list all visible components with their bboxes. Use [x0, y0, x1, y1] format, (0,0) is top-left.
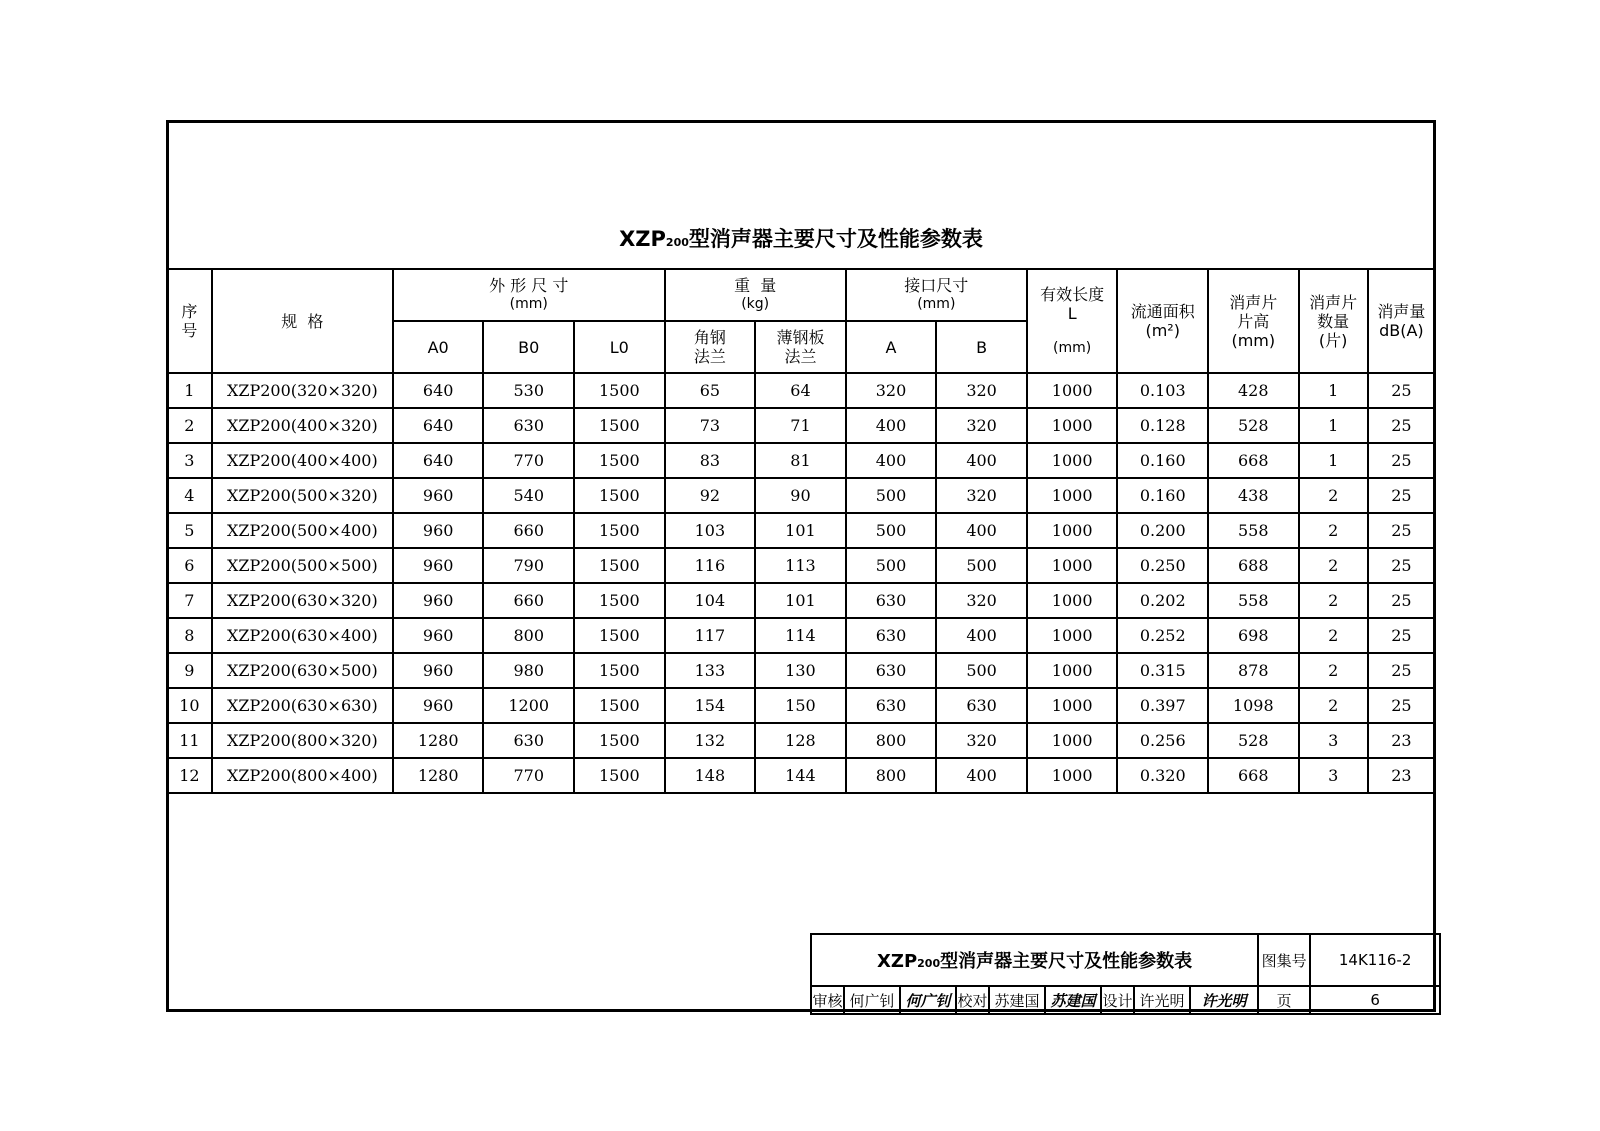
table-cell: 1500 [574, 758, 665, 793]
review-label: 审核 [811, 986, 844, 1014]
table-cell: 2 [1299, 548, 1368, 583]
table-cell: 500 [936, 548, 1027, 583]
table-cell: 1500 [574, 583, 665, 618]
table-cell: 2 [1299, 478, 1368, 513]
table-cell: 1500 [574, 478, 665, 513]
header-port-dimensions: 接口尺寸 (mm) [846, 269, 1027, 321]
table-cell: 65 [665, 373, 756, 408]
table-cell: 25 [1368, 653, 1435, 688]
table-cell: 0.252 [1117, 618, 1208, 653]
table-cell: 1500 [574, 688, 665, 723]
table-cell: 1500 [574, 373, 665, 408]
table-cell: 428 [1208, 373, 1299, 408]
header-spec: 规 格 [212, 269, 393, 373]
table-cell: 558 [1208, 513, 1299, 548]
table-cell: 3 [1299, 758, 1368, 793]
table-row [167, 653, 1435, 688]
table-cell: 320 [936, 408, 1027, 443]
reviewer-signature: 何广钊 [900, 986, 956, 1014]
table-cell: 5 [167, 513, 212, 548]
table-cell: 800 [483, 618, 574, 653]
header-a0: A0 [393, 321, 484, 373]
table-cell: 1000 [1027, 408, 1118, 443]
table-cell: 400 [936, 443, 1027, 478]
table-cell: 540 [483, 478, 574, 513]
table-cell: 83 [665, 443, 756, 478]
table-cell: 81 [755, 443, 846, 478]
table-cell: 800 [846, 723, 937, 758]
header-l0: L0 [574, 321, 665, 373]
table-cell: 1500 [574, 548, 665, 583]
table-cell: 1 [1299, 373, 1368, 408]
table-cell: 25 [1368, 513, 1435, 548]
table-cell: 1000 [1027, 373, 1118, 408]
table-cell: 630 [936, 688, 1027, 723]
table-cell: 101 [755, 513, 846, 548]
designer-name: 许光明 [1134, 986, 1190, 1014]
table-cell: 25 [1368, 373, 1435, 408]
table-title: XZP200型消声器主要尺寸及性能参数表 [619, 227, 983, 251]
table-cell: 23 [1368, 758, 1435, 793]
table-cell: 320 [936, 583, 1027, 618]
table-row [167, 723, 1435, 758]
table-cell: 960 [393, 478, 484, 513]
table-cell: 1000 [1027, 478, 1118, 513]
table-cell: 3 [167, 443, 212, 478]
table-cell: 116 [665, 548, 756, 583]
table-cell: 320 [936, 373, 1027, 408]
table-cell: 103 [665, 513, 756, 548]
table-cell: 2 [1299, 513, 1368, 548]
table-cell: 790 [483, 548, 574, 583]
table-cell: 1000 [1027, 548, 1118, 583]
table-cell: 10 [167, 688, 212, 723]
table-cell: 1000 [1027, 723, 1118, 758]
table-cell: 1 [1299, 443, 1368, 478]
table-cell: 960 [393, 688, 484, 723]
table-cell: 960 [393, 548, 484, 583]
table-row [167, 758, 1435, 793]
header-sheet-flange: 薄钢板 法兰 [755, 321, 846, 373]
table-cell: 150 [755, 688, 846, 723]
table-cell: 688 [1208, 548, 1299, 583]
table-cell: 960 [393, 583, 484, 618]
header-attenuation: 消声量 dB(A) [1368, 269, 1435, 373]
table-cell: 640 [393, 408, 484, 443]
table-cell: 530 [483, 373, 574, 408]
table-cell: 660 [483, 513, 574, 548]
table-cell: 1500 [574, 653, 665, 688]
table-cell: 2 [1299, 583, 1368, 618]
header-effective-length: 有效长度 L (mm) [1027, 269, 1118, 373]
table-cell: 1000 [1027, 758, 1118, 793]
checker-name: 苏建国 [989, 986, 1045, 1014]
table-cell: 0.160 [1117, 443, 1208, 478]
table-cell: 1000 [1027, 618, 1118, 653]
table-cell: 144 [755, 758, 846, 793]
table-cell: 25 [1368, 548, 1435, 583]
table-cell: 0.128 [1117, 408, 1208, 443]
page-number: 6 [1310, 986, 1440, 1014]
spec-cell: XZP200(630×400) [212, 618, 393, 653]
table-cell: 630 [846, 653, 937, 688]
table-cell: 0.160 [1117, 478, 1208, 513]
table-cell: 528 [1208, 723, 1299, 758]
table-cell: 640 [393, 443, 484, 478]
table-cell: 101 [755, 583, 846, 618]
table-cell: 4 [167, 478, 212, 513]
table-row [167, 513, 1435, 548]
table-cell: 154 [665, 688, 756, 723]
header-flow-area: 流通面积 (m²) [1117, 269, 1208, 373]
spec-cell: XZP200(400×320) [212, 408, 393, 443]
table-cell: 1000 [1027, 583, 1118, 618]
table-cell: 8 [167, 618, 212, 653]
table-cell: 500 [846, 548, 937, 583]
header-plate-count: 消声片 数量 (片) [1299, 269, 1368, 373]
table-cell: 2 [1299, 618, 1368, 653]
table-cell: 133 [665, 653, 756, 688]
table-cell: 25 [1368, 408, 1435, 443]
spec-cell: XZP200(800×400) [212, 758, 393, 793]
table-cell: 25 [1368, 618, 1435, 653]
table-cell: 558 [1208, 583, 1299, 618]
table-cell: 0.200 [1117, 513, 1208, 548]
spec-cell: XZP200(500×400) [212, 513, 393, 548]
table-cell: 64 [755, 373, 846, 408]
table-cell: 0.397 [1117, 688, 1208, 723]
table-cell: 132 [665, 723, 756, 758]
header-outer-dimensions: 外 形 尺 寸 (mm) [393, 269, 665, 321]
table-cell: 90 [755, 478, 846, 513]
checker-signature: 苏建国 [1045, 986, 1101, 1014]
table-cell: 1500 [574, 443, 665, 478]
table-cell: 1500 [574, 408, 665, 443]
atlas-number: 14K116-2 [1310, 934, 1440, 986]
designer-signature: 许光明 [1190, 986, 1258, 1014]
spec-cell: XZP200(630×500) [212, 653, 393, 688]
table-cell: 25 [1368, 443, 1435, 478]
spec-cell: XZP200(630×320) [212, 583, 393, 618]
table-cell: 0.320 [1117, 758, 1208, 793]
header-plate-height: 消声片 片高 (mm) [1208, 269, 1299, 373]
table-cell: 7 [167, 583, 212, 618]
table-cell: 113 [755, 548, 846, 583]
table-cell: 130 [755, 653, 846, 688]
table-cell: 698 [1208, 618, 1299, 653]
table-cell: 500 [846, 478, 937, 513]
table-cell: 400 [936, 758, 1027, 793]
table-cell: 0.250 [1117, 548, 1208, 583]
table-cell: 770 [483, 443, 574, 478]
table-cell: 980 [483, 653, 574, 688]
table-cell: 770 [483, 758, 574, 793]
check-label: 校对 [956, 986, 989, 1014]
table-row [167, 408, 1435, 443]
table-cell: 1000 [1027, 653, 1118, 688]
table-cell: 1280 [393, 723, 484, 758]
table-cell: 320 [936, 478, 1027, 513]
table-cell: 2 [1299, 653, 1368, 688]
atlas-label: 图集号 [1258, 934, 1310, 986]
table-cell: 0.315 [1117, 653, 1208, 688]
table-cell: 92 [665, 478, 756, 513]
table-cell: 400 [846, 443, 937, 478]
table-cell: 1 [167, 373, 212, 408]
header-b0: B0 [483, 321, 574, 373]
table-cell: 500 [936, 653, 1027, 688]
table-cell: 500 [846, 513, 937, 548]
table-cell: 1500 [574, 723, 665, 758]
table-cell: 400 [936, 513, 1027, 548]
parameter-table [166, 268, 1436, 794]
table-row [167, 443, 1435, 478]
table-cell: 2 [1299, 688, 1368, 723]
spec-cell: XZP200(500×500) [212, 548, 393, 583]
table-cell: 1098 [1208, 688, 1299, 723]
table-cell: 400 [846, 408, 937, 443]
table-cell: 23 [1368, 723, 1435, 758]
table-cell: 25 [1368, 478, 1435, 513]
table-cell: 400 [936, 618, 1027, 653]
table-cell: 668 [1208, 443, 1299, 478]
table-cell: 9 [167, 653, 212, 688]
table-cell: 1280 [393, 758, 484, 793]
table-cell: 73 [665, 408, 756, 443]
table-cell: 0.256 [1117, 723, 1208, 758]
page-label: 页 [1258, 986, 1310, 1014]
table-cell: 1000 [1027, 513, 1118, 548]
titleblock-title: XZP200型消声器主要尺寸及性能参数表 [811, 934, 1258, 986]
header-port-b: B [936, 321, 1027, 373]
table-cell: 25 [1368, 688, 1435, 723]
table-row [167, 618, 1435, 653]
table-cell: 104 [665, 583, 756, 618]
table-cell: 878 [1208, 653, 1299, 688]
table-cell: 0.202 [1117, 583, 1208, 618]
table-cell: 1000 [1027, 688, 1118, 723]
header-port-a: A [846, 321, 937, 373]
table-cell: 6 [167, 548, 212, 583]
spec-cell: XZP200(630×630) [212, 688, 393, 723]
table-row [167, 548, 1435, 583]
table-cell: 128 [755, 723, 846, 758]
table-cell: 960 [393, 513, 484, 548]
table-cell: 1500 [574, 513, 665, 548]
table-cell: 640 [393, 373, 484, 408]
table-cell: 114 [755, 618, 846, 653]
table-cell: 668 [1208, 758, 1299, 793]
table-cell: 960 [393, 653, 484, 688]
table-row [167, 373, 1435, 408]
table-cell: 630 [846, 583, 937, 618]
table-row [167, 688, 1435, 723]
table-cell: 438 [1208, 478, 1299, 513]
table-cell: 25 [1368, 583, 1435, 618]
table-cell: 528 [1208, 408, 1299, 443]
table-cell: 0.103 [1117, 373, 1208, 408]
spec-cell: XZP200(320×320) [212, 373, 393, 408]
table-cell: 320 [846, 373, 937, 408]
table-cell: 3 [1299, 723, 1368, 758]
table-cell: 1200 [483, 688, 574, 723]
table-cell: 800 [846, 758, 937, 793]
table-cell: 2 [167, 408, 212, 443]
table-cell: 1000 [1027, 443, 1118, 478]
table-cell: 1 [1299, 408, 1368, 443]
spec-cell: XZP200(500×320) [212, 478, 393, 513]
table-cell: 12 [167, 758, 212, 793]
table-cell: 630 [483, 408, 574, 443]
table-cell: 960 [393, 618, 484, 653]
spec-cell: XZP200(400×400) [212, 443, 393, 478]
header-angle-flange: 角钢 法兰 [665, 321, 756, 373]
table-cell: 148 [665, 758, 756, 793]
table-cell: 630 [483, 723, 574, 758]
table-cell: 630 [846, 688, 937, 723]
table-cell: 11 [167, 723, 212, 758]
table-cell: 660 [483, 583, 574, 618]
header-weight: 重 量 (kg) [665, 269, 846, 321]
table-row [167, 478, 1435, 513]
header-seq: 序 号 [167, 269, 212, 373]
table-cell: 117 [665, 618, 756, 653]
table-cell: 320 [936, 723, 1027, 758]
table-cell: 1500 [574, 618, 665, 653]
table-row [167, 583, 1435, 618]
title-block [810, 933, 1441, 1015]
table-cell: 71 [755, 408, 846, 443]
drawing-frame [166, 120, 1436, 1012]
spec-cell: XZP200(800×320) [212, 723, 393, 758]
design-label: 设计 [1101, 986, 1134, 1014]
reviewer-name: 何广钊 [844, 986, 900, 1014]
table-cell: 630 [846, 618, 937, 653]
